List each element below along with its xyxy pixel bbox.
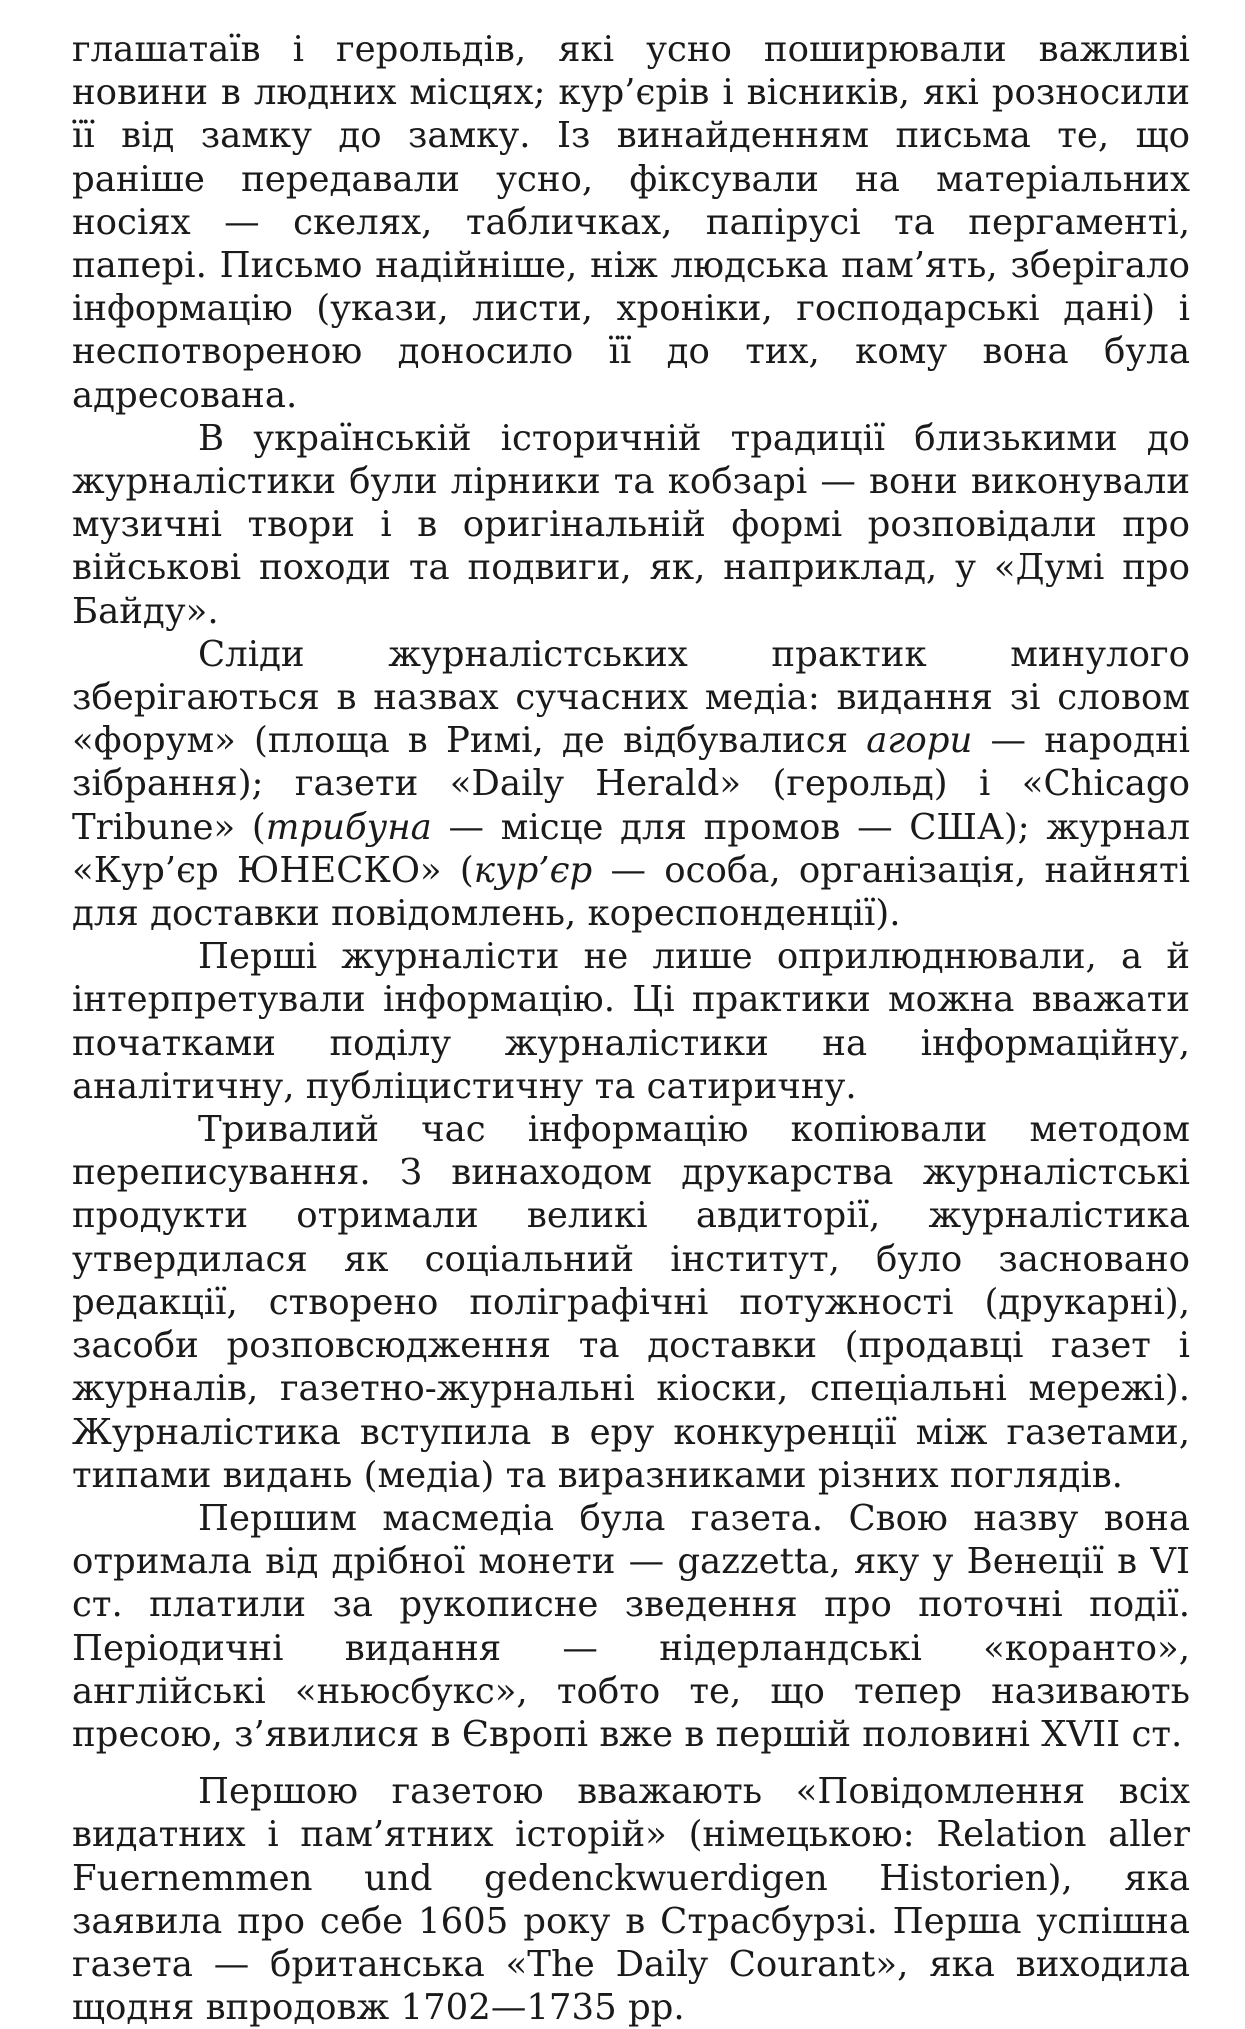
paragraph-media-names (72, 633, 1190, 935)
paragraph-text: — місце для промов — США); журнал «Кур’єр ЮНЕСКО» ( (72, 806, 1190, 891)
paragraph-text: Тривалий час інформацію копіювали методом переписування. З винаходом друкарства журналістські продукти отримали великі авдиторії, журналістика утвердилася як соціальний інститут, було засновано редакції, створено поліграфічні потужності (друкарні), засоби розповсюдження та доставки (продавці газет і журналів, газетно-журнальні кіоски, спеціальні мережі). Журналістика вступила в еру конкуренції між газетами, типами видань (медіа) та виразниками різних поглядів. (72, 1109, 1190, 1496)
paragraph-text: — особа, організація, найняті для доставки повідомлень, кореспонденції). (72, 849, 1190, 935)
paragraph-gazette (72, 1497, 1190, 1756)
paragraph-text: — народні зібрання); газети «Daily Herald» (герольд) і «Chicago Tribune» ( (72, 720, 1190, 848)
paragraph-kobzars (72, 417, 1190, 633)
paragraph-text: Перші журналісти не лише оприлюднювали, а й інтерпретували інформацію. Ці практики можна вважати початками поділу журналістики на інформаційну, аналітичну, публіцистичну та сатиричну. (72, 936, 1190, 1107)
italic-term: кур’єр (473, 849, 593, 891)
italic-term: агори (866, 720, 973, 762)
paragraph-text: Першою газетою вважають «Повідомлення всіх видатних і пам’ятних історій» (німецькою: Relation aller Fuernemmen und gedenckwuerdigen Historien), яка заявила про себе 1605 року в Страсбурзі. Перша успішна газета — британська «The Daily Courant», яка виходила щодня впродовж 1702—1735 рр. (72, 1771, 1190, 2029)
paragraph-text: Першим масмедіа була газета. Свою назву вона отримала від дрібної монети — gazzetta, яку у Венеції в VI ст. платили за рукописне зведення про поточні події. Періодичні видання — нідерландські «коранто», англійські «ньюсбукс», тобто те, що тепер називають пресою, з’явилися в Європі вже в першій половині XVII ст. (72, 1497, 1190, 1755)
italic-term: трибуна (265, 806, 432, 848)
paragraph-text: Сліди журналістських практик минулого зберігаються в назвах сучасних медіа: видання зі словом «форум» (площа в Римі, де відбувалися (72, 633, 1190, 762)
paragraph-first-newspaper (72, 1770, 1190, 2029)
paragraph-text: В українській історичній традиції близькими до журналістики були лірники та кобзарі — вони виконували музичні твори і в оригінальній формі розповідали про військові походи та подвиги, як, наприклад, у «Думі про Байду». (72, 417, 1190, 632)
paragraph-heralds (72, 28, 1190, 417)
paragraph-first-journalists (72, 935, 1190, 1108)
document-page (72, 28, 1190, 2029)
paragraph-text: глашатаїв і герольдів, які усно поширювали важливі новини в людних місцях; кур’єрів і вісників, які розносили її від замку до замку. Із винайденням письма те, що раніше передавали усно, фіксували на матеріальних носіях — скелях, табличках, папірусі та пергаменті, папері. Письмо надійніше, ніж людська пам’ять, зберігало інформацію (укази, листи, хроніки, господарські дані) і неспотвореною доносило її до тих, кому вона була адресована. (72, 29, 1190, 416)
paragraph-printing (72, 1108, 1190, 1497)
